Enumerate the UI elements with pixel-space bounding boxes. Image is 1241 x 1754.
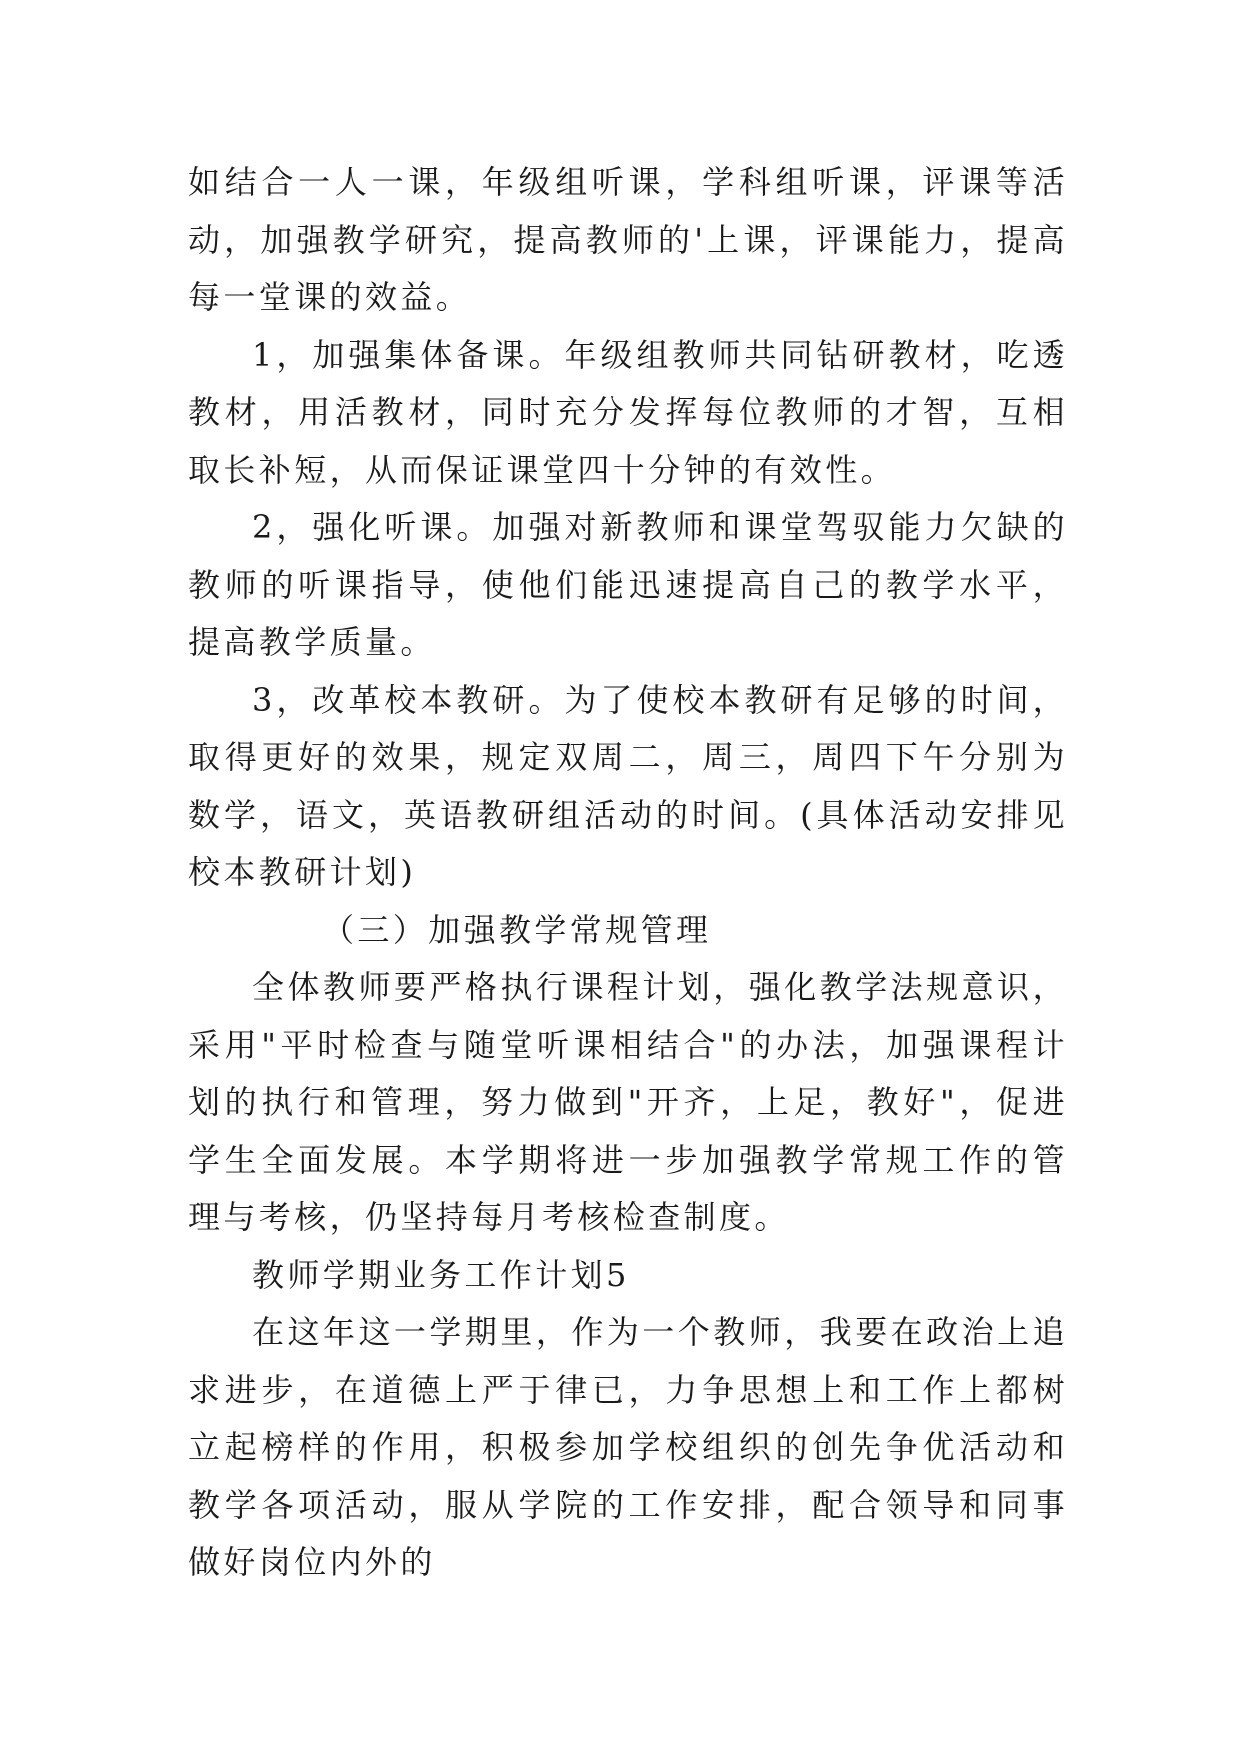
section-title-plan-5: 教师学期业务工作计划5	[252, 1255, 630, 1294]
paragraph-item-2: 2，强化听课。加强对新教师和课堂驾驭能力欠缺的教师的听课指导，使他们能迅速提高自己的教学水平，提高教学质量。	[188, 508, 1068, 661]
paragraph-item-3: 3，改革校本教研。为了使校本教研有足够的时间，取得更好的效果，规定双周二，周三，周四下午分别为数学，语文，英语教研组活动的时间。(具体活动安排见校本教研计划)	[188, 680, 1068, 891]
paragraph-teaching-routine: 全体教师要严格执行课程计划，强化教学法规意识，采用"平时检查与随堂听课相结合"的办法，加强课程计划的执行和管理，努力做到"开齐，上足，教好"，促进学生全面发展。本学期将进一步加强教学常规工作的管理与考核，仍坚持每月考核检查制度。	[188, 968, 1068, 1236]
paragraph-continued: 如结合一人一课，年级组听课，学科组听课，评课等活动，加强教学研究，提高教师的'上课，评课能力，提高每一堂课的效益。	[188, 163, 1068, 316]
document-body	[188, 154, 1068, 1592]
section-heading-3: （三）加强教学常规管理	[322, 910, 712, 949]
paragraph-item-1: 1，加强集体备课。年级组教师共同钻研教材，吃透教材，用活教材，同时充分发挥每位教师的才智，互相取长补短，从而保证课堂四十分钟的有效性。	[188, 335, 1068, 489]
paragraph-semester-plan: 在这年这一学期里，作为一个教师，我要在政治上追求进步，在道德上严于律已，力争思想上和工作上都树立起榜样的作用，积极参加学校组织的创先争优活动和教学各项活动，服从学院的工作安排，配合领导和同事做好岗位内外的	[188, 1313, 1068, 1581]
